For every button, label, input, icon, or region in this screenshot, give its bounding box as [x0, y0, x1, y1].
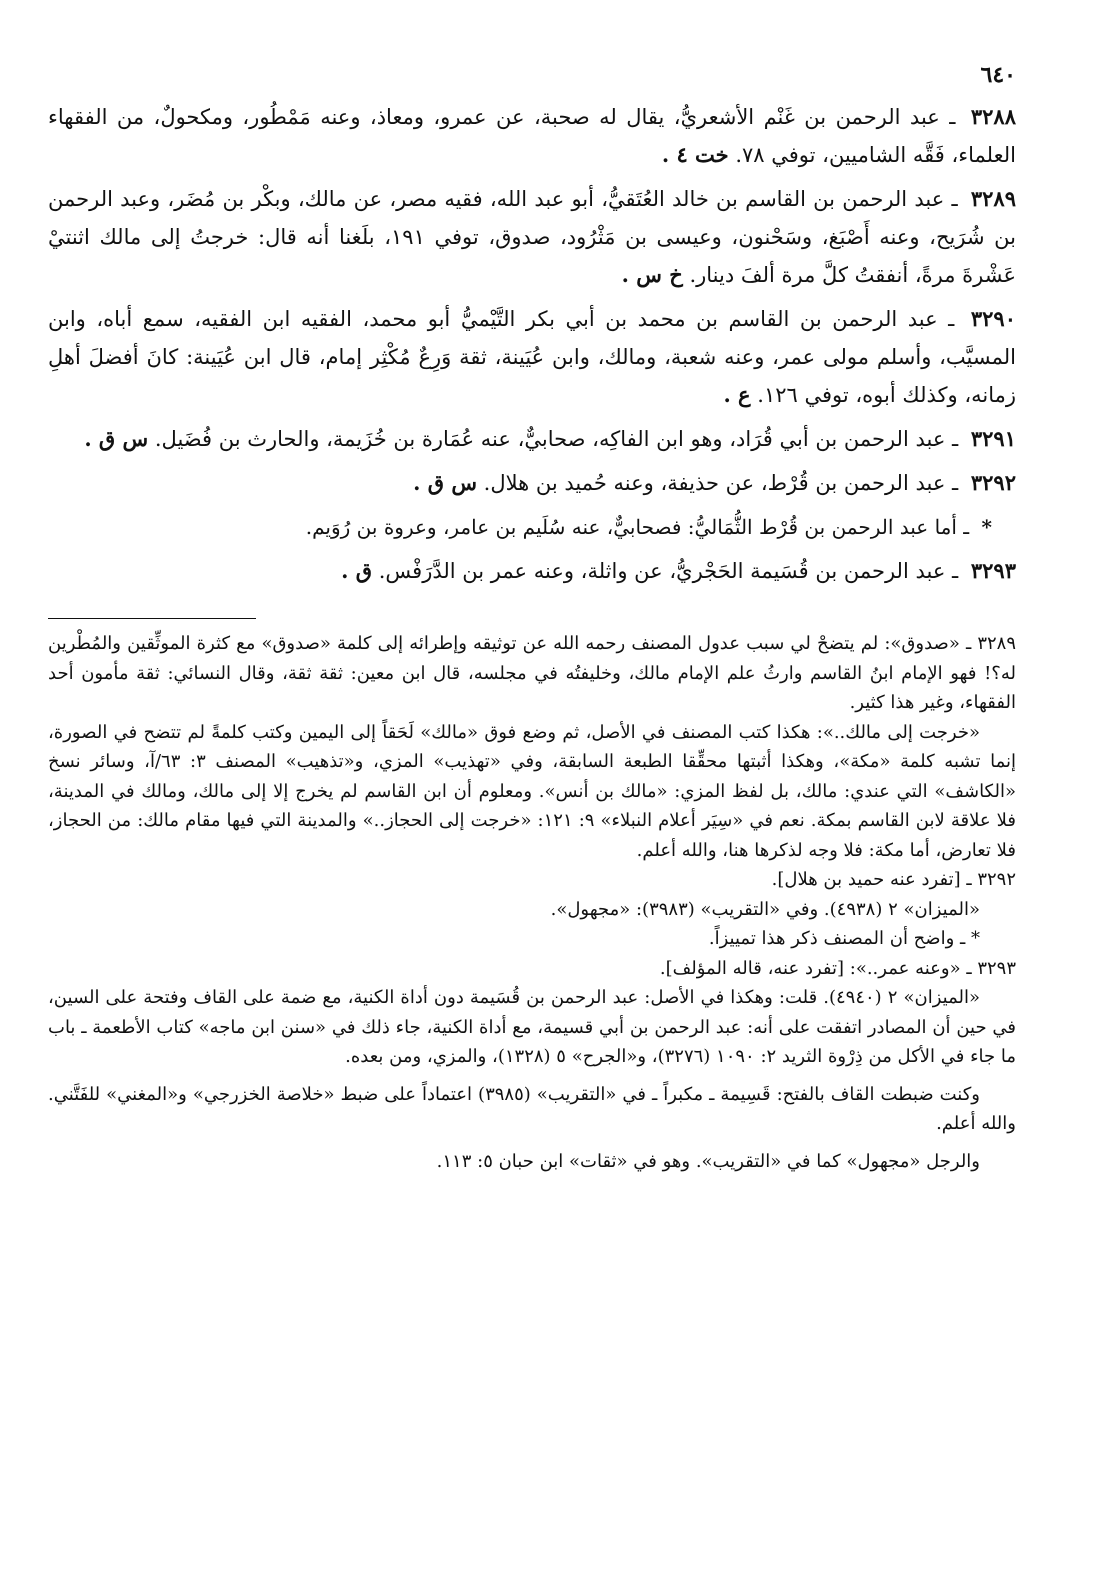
footnote-3293-vocalization: وكنت ضبطت القاف بالفتح: قَسِيمة ـ مكبراً ـ في «التقريب» (٣٩٨٥) اعتماداً على ضبط «خلاصة الخزرجي» و«المغني» للفَتَّني. والله أعلم.: [48, 1083, 1016, 1134]
entry-code: خت ٤ .: [661, 142, 729, 167]
footnote-3292-reference: «الميزان» ٢ (٤٩٣٨). وفي «التقريب» (٣٩٨٣): «مجهول».: [550, 898, 980, 920]
entry-3292: [48, 464, 1016, 508]
entry-code: خ س .: [621, 262, 683, 287]
entry-3290: [48, 300, 1016, 420]
page-body: [48, 58, 1016, 1176]
entry-text: ـ عبد الرحمن بن القاسم بن خالد العُتَقيُّ، أبو عبد الله، فقيه مصر، عن مالك، وبكْر بن مُضَر، وعبد الرحمن بن شُرَيح، وعنه أَصْبَغ، وسَحْنون، وعيسى بن مَثْرُود، صدوق، توفي ١٩١، بلَغنا أنه قال: خرجتُ إلى مالك اثنتيْ عَشْرةَ مرةً، أنفقتُ كلَّ مرة ألفَ دينار.: [48, 187, 1016, 287]
entry-code: ق .: [341, 558, 373, 583]
footnote-3293-name: «الميزان» ٢ (٤٩٤٠). قلت: وهكذا في الأصل: عبد الرحمن بن قُسَيمة دون أداة الكنية، مع ضمة على القاف وفتحة على السين، في حين أن المصادر اتفقت على أنه: عبد الرحمن بن أبي قسيمة، مع أداة الكنية، جاء ذلك في «سنن ابن ماجه» كتاب الأطعمة ـ باب ما جاء في الأكل من ذِرْوة الثريد ٢: ١٠٩٠ (٣٢٧٦)، و«الجرح» ٥ (١٣٢٨)، والمزي، ومن بعده.: [48, 987, 1016, 1067]
entry-3288: [48, 98, 1016, 180]
entries-section: [48, 98, 1016, 596]
entry-number: ٣٢٨٨: [970, 104, 1016, 129]
entry-number: ٣٢٨٩: [970, 186, 1016, 211]
entry-code: س ق .: [84, 426, 149, 451]
entry-text: ـ عبد الرحمن بن قُرْط، عن حذيفة، وعنه حُميد بن هلال.: [483, 471, 959, 495]
entry-text: ـ عبد الرحمن بن غَنْم الأشعريُّ، يقال له صحبة، عن عمرو، ومعاذ، وعنه مَمْطُور، ومكحولٌ، من الفقهاء العلماء، فَقَّه الشاميين، توفي ٧٨.: [48, 105, 1016, 167]
footnotes-section: [48, 629, 1016, 1176]
entry-star-marker: *: [981, 515, 992, 539]
footnote-3292-heading: ٣٢٩٢ ـ [تفرد عنه حميد بن هلال].: [771, 869, 1016, 890]
entry-text: ـ عبد الرحمن بن قُسَيمة الحَجْريُّ، عن واثلة، وعنه عمر بن الدَّرَفْس.: [378, 559, 959, 583]
entry-3289: [48, 180, 1016, 300]
entry-number: ٣٢٩٠: [970, 306, 1016, 331]
footnote-3292-distinction: * ـ واضح أن المصنف ذكر هذا تمييزاً.: [708, 928, 980, 949]
entry-code: ع .: [723, 382, 751, 407]
entry-text: ـ عبد الرحمن بن القاسم بن محمد بن أبي بكر التَّيْميُّ أبو محمد، الفقيه ابن الفقيه، سمع أباه، وابن المسيَّب، وأسلم مولى عمر، وعنه شعبة، ومالك، وابن عُيَينة، ثقة وَرِعٌ مُكْثِر إمام، قال ابن عُيَينة: كانَ أفضلَ أهلِ زمانه، وكذلك أبوه، توفي ١٢٦.: [48, 307, 1016, 407]
entry-3292-distinction: [48, 508, 1016, 552]
entry-text: ـ عبد الرحمن بن أبي قُرَاد، وهو ابن الفاكِه، صحابيٌّ، عنه عُمَارة بن خُزَيمة، والحارث بن فُضَيل.: [154, 427, 959, 451]
entry-3291: [48, 420, 1016, 464]
footnote-3289-travel: «خرجت إلى مالك..»: هكذا كتب المصنف في الأصل، ثم وضع فوق «مالك» لَحَقاً إلى اليمين وكتب كلمةً لم تتضح في الصورة، إنما تشبه كلمة «مكة»، وهكذا أثبتها محقِّقا الطبعة السابقة، وفي «تهذيب» المزي، و«تذهيب» المصنف ٣: ٦٣/آ، وسائر نسخ «الكاشف» التي عندي: مالك، بل لفظ المزي: «مالك بن أنس». ومعلوم أن ابن القاسم لم يخرج إلا إلى مالك، ومالك في المدينة، فلا علاقة لابن القاسم بمكة. نعم في «سِيَر أعلام النبلاء» ٩: ١٢١: «خرجت إلى الحجاز..» والمدينة التي فيها مقام مالك: من الحجاز، فلا تعارض، أما مكة: فلا وجه لذكرها هنا، والله أعلم.: [48, 721, 1016, 861]
entry-3293: [48, 552, 1016, 596]
page-number: ٦٤٠: [980, 62, 1016, 88]
entry-number: ٣٢٩٣: [970, 558, 1016, 583]
entry-code: س ق .: [413, 470, 477, 495]
footnote-3289-reliability: ٣٢٨٩ ـ «صدوق»: لم يتضحْ لي سبب عدول المصنف رحمه الله عن توثيقه وإطرائه إلى كلمة «صدوق» مع كثرة الموثِّقين والمُطْرين له؟! فهو الإمام ابنُ القاسم وارثُ علم الإمام مالك، وخليفتُه في مجلسه، قال ابن معين: ثقة ثقة، وقال النسائي: ثقة مأمون أحد الفقهاء، وغير هذا كثير.: [48, 633, 1016, 713]
entry-text: ـ أما عبد الرحمن بن قُرْط الثُّمَاليُّ: فصحابيٌّ، عنه سُلَيم بن عامر، وعروة بن رُوَيم.: [305, 515, 970, 539]
footnote-separator: [48, 618, 256, 619]
entry-number: ٣٢٩٢: [970, 470, 1016, 495]
entry-number: ٣٢٩١: [970, 426, 1016, 451]
footnote-3293-status: والرجل «مجهول» كما في «التقريب». وهو في «ثقات» ابن حبان ٥: ١١٣.: [436, 1150, 980, 1172]
footnote-3293-heading: ٣٢٩٣ ـ «وعنه عمر..»: [تفرد عنه، قاله المؤلف].: [659, 957, 1016, 979]
